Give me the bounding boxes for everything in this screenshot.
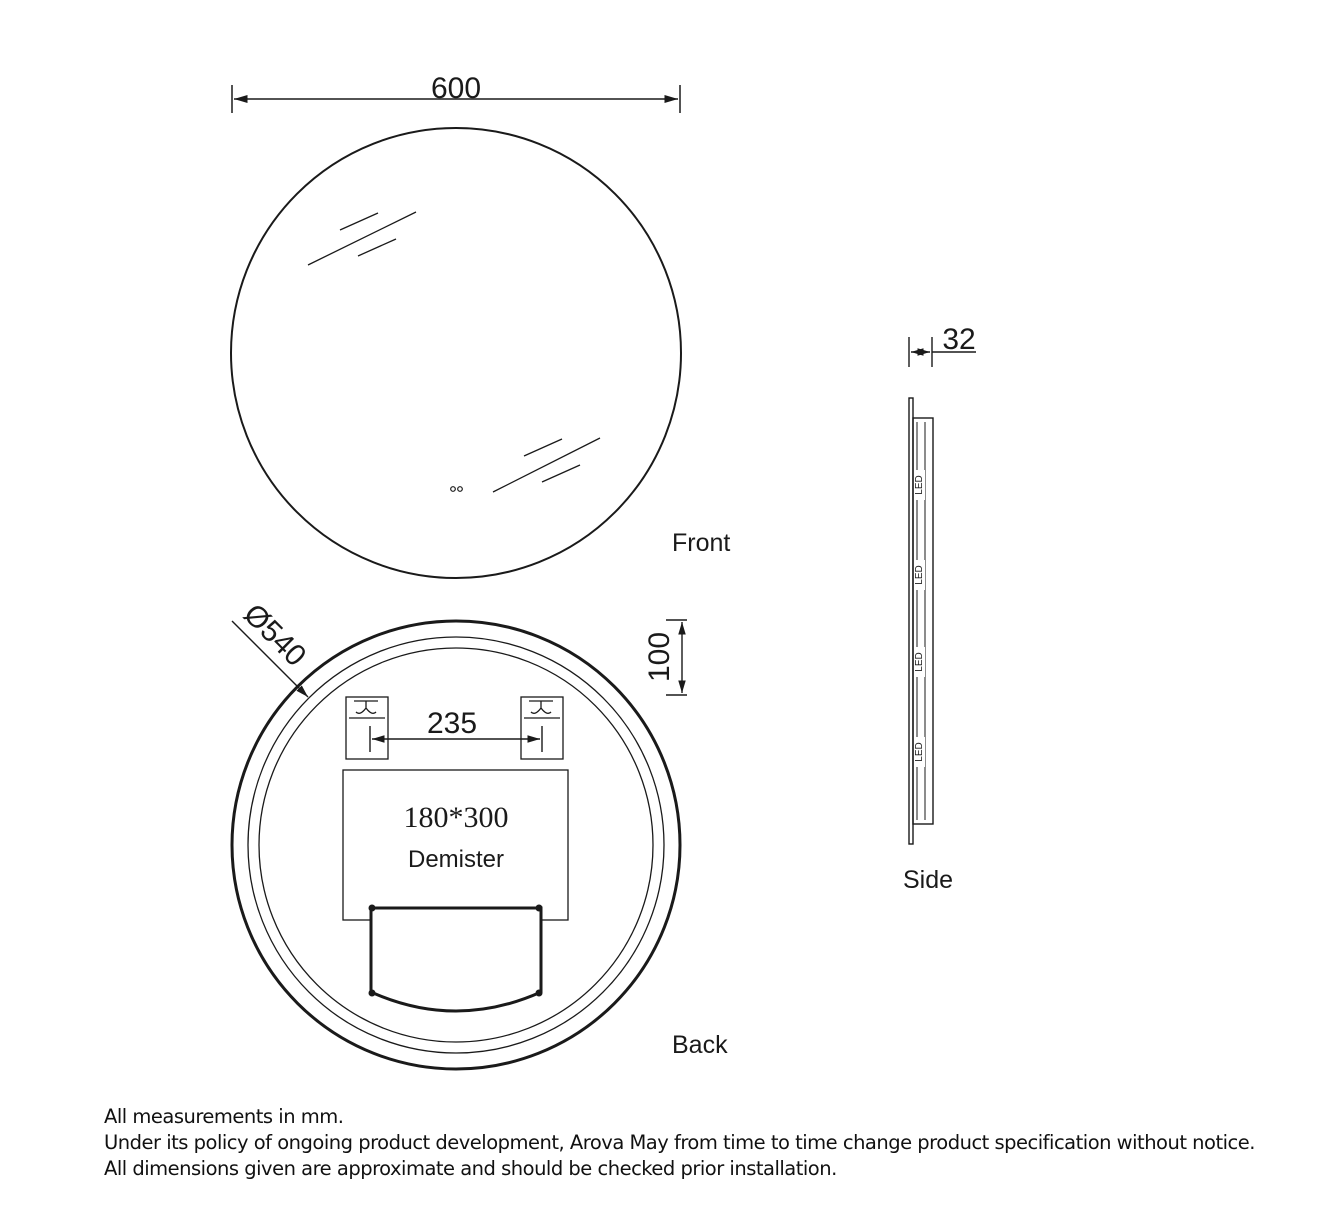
front-view-label: Front [672,529,731,557]
back-view-label: Back [672,1031,728,1059]
demister-label: Demister [407,846,505,873]
electrical-box [369,905,543,1012]
front-width-dimension [232,72,680,113]
front-view [231,72,730,578]
screw-icon [369,990,376,997]
side-view-label: Side [903,866,954,894]
led-strip-labels [914,470,925,767]
footnotes [104,1104,1255,1182]
note-approximate: All dimensions given are approximate and should be checked prior installation. [104,1157,837,1180]
side-profile [909,398,933,844]
screw-icon [369,905,376,912]
demister-pad [343,770,568,920]
left-hanging-bracket [346,697,388,759]
back-view [232,598,728,1069]
glass-reflection-marks [308,212,600,492]
touch-sensor-icon [451,487,463,492]
bracket-offset-label: 100 [643,631,676,683]
diameter-label: Ø540 [237,597,313,673]
note-policy: Under its policy of ongoing product development, Arova May from time to time change product specification without notice. [104,1131,1255,1154]
front-mirror-outline [231,128,681,578]
side-depth-label: 32 [942,323,976,356]
screw-icon [536,905,543,912]
front-width-label: 600 [430,72,482,105]
led-label: LED [914,565,925,585]
bracket-spacing-dimension [370,707,542,752]
bracket-spacing-label: 235 [426,707,478,740]
screw-icon [536,990,543,997]
bracket-offset-dimension [643,620,687,695]
side-depth-dimension [909,323,976,367]
demister-size-label: 180*300 [403,801,509,834]
led-label: LED [914,475,925,495]
side-view [903,323,976,894]
led-label: LED [914,652,925,672]
note-measurements: All measurements in mm. [104,1105,344,1128]
led-label: LED [914,742,925,762]
